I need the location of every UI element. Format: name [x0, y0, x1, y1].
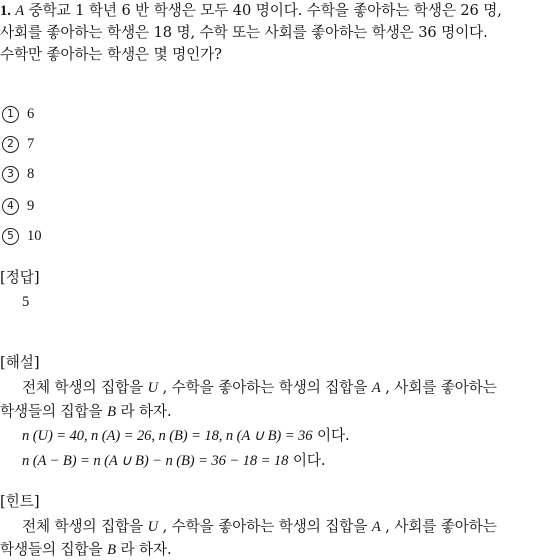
question-line-2	[0, 23, 488, 43]
explanation-text: 전체 학생의 집합을	[22, 379, 144, 396]
school-variable: A	[15, 3, 25, 19]
explanation-equation-1	[22, 426, 350, 446]
set-b-variable: B	[107, 542, 116, 558]
explanation-text: 학생들의 집합을	[0, 403, 103, 420]
question-text-2: 사회를 좋아하는 학생은 18 명, 수학 또는 사회를 좋아하는 학생은 36 명이다.	[0, 24, 488, 41]
question-number: 1.	[0, 3, 11, 19]
hint-text: 라 하자.	[120, 541, 172, 558]
choice-value: 7	[27, 136, 35, 152]
choice-marker: 4	[2, 198, 19, 215]
equation-suffix: 이다.	[292, 452, 326, 469]
equation: n (A − B) = n (A ∪ B) − n (B) = 36 − 18 = 18	[22, 453, 289, 469]
equation-suffix: 이다.	[316, 427, 350, 444]
choice-4[interactable]	[2, 196, 34, 216]
answer-value	[22, 292, 29, 312]
question-line-1	[0, 1, 502, 21]
choice-1[interactable]	[2, 104, 34, 124]
choice-3[interactable]	[2, 164, 34, 184]
choice-marker: 5	[2, 228, 19, 245]
explanation-title: [해설]	[0, 354, 40, 371]
hint-text: , 수학을 좋아하는 학생의 집합을	[162, 518, 368, 535]
choice-2[interactable]	[2, 134, 34, 154]
set-a-variable: A	[371, 380, 381, 396]
question-text-1: 중학교 1 학년 6 반 학생은 모두 40 명이다. 수학을 좋아하는 학생은 26 명,	[28, 2, 502, 19]
choice-marker: 2	[2, 136, 19, 153]
choice-value: 8	[27, 166, 35, 182]
choice-value: 6	[27, 106, 35, 122]
explanation-text: , 사회를 좋아하는	[385, 379, 497, 396]
explanation-text: 라 하자.	[120, 403, 172, 420]
question-text-3: 수학만 좋아하는 학생은 몇 명인가?	[0, 46, 222, 63]
set-u-variable: U	[147, 380, 159, 396]
hint-text: 전체 학생의 집합을	[22, 518, 144, 535]
explanation-equation-2	[22, 451, 325, 471]
answer-title: [정답]	[0, 269, 40, 286]
set-u-variable: U	[147, 519, 159, 535]
hint-line-1	[22, 517, 497, 537]
equation: n (U) = 40, n (A) = 26, n (B) = 18, n (A ∪ B) = 36	[22, 428, 313, 444]
answer-number: 5	[22, 294, 30, 310]
explanation-text: , 수학을 좋아하는 학생의 집합을	[162, 379, 368, 396]
choice-value: 9	[27, 198, 35, 214]
choice-marker: 3	[2, 166, 19, 183]
question-line-3	[0, 45, 222, 65]
explanation-line-2	[0, 402, 172, 422]
set-a-variable: A	[371, 519, 381, 535]
choice-marker: 1	[2, 106, 19, 123]
hint-title: [힌트]	[0, 493, 40, 510]
hint-text: 학생들의 집합을	[0, 541, 103, 558]
hint-line-2	[0, 540, 172, 560]
hint-text: , 사회를 좋아하는	[385, 518, 497, 535]
explanation-line-1	[22, 378, 497, 398]
choice-value: 10	[27, 228, 42, 244]
choice-5[interactable]	[2, 226, 42, 246]
set-b-variable: B	[107, 404, 116, 420]
